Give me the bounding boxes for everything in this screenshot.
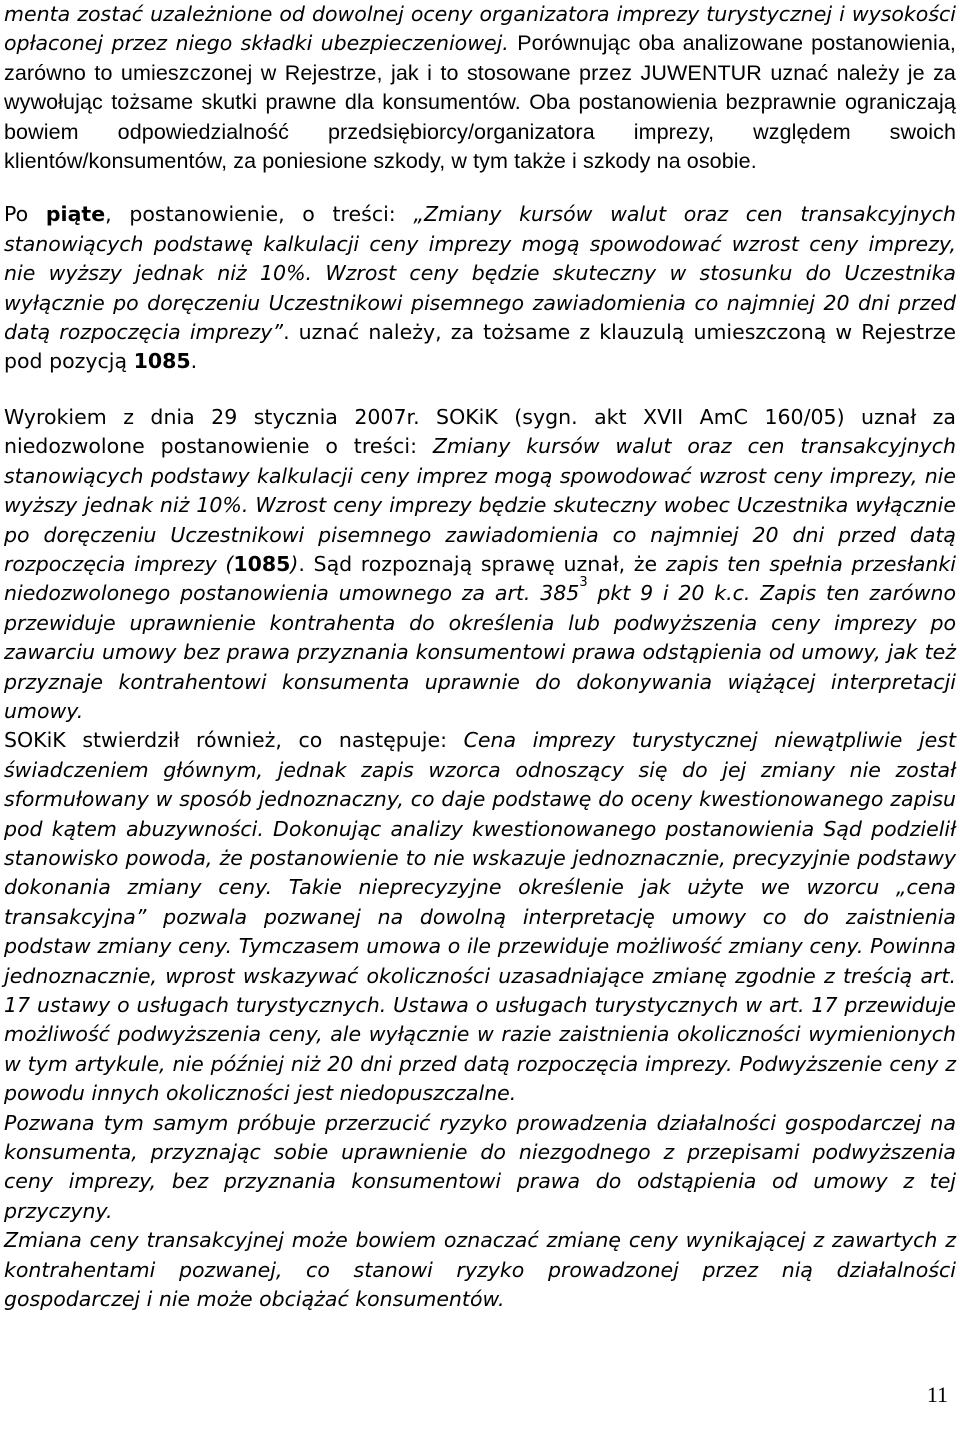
p3-e: . Sąd rozpoznają sprawę uznał, że: [298, 551, 666, 576]
paragraph-1-italic-lead: menta zostać uzależnione od dowolnej oceny organizatora imprezy turystycznej i wysokości opłaconej przez niego składki ubezpieczeniowej.: [4, 2, 956, 56]
p3-register-position: 1085: [233, 551, 291, 576]
paragraph-3: [4, 403, 956, 726]
p3-superscript: 3: [579, 575, 588, 591]
p2-register-position: 1085: [133, 349, 191, 374]
p2-quoted-clause: „Zmiany kursów walut oraz cen transakcyjnych stanowiących podstawę kalkulacji ceny imprezy mogą spowodować wzrost ceny imprezy, nie wyższy jednak niż 10%. Wzrost ceny będzie skuteczny w stosunku do Uczestnika wyłącznie po doręczeniu Uczestnikowi pisemnego zawiadomienia co najmniej 20 dni przed datą rozpoczęcia imprezy”: [4, 202, 956, 345]
p3-f: zapis ten spełnia przesłanki niedozwolonego postanowienia umownego za art. 385: [4, 551, 956, 606]
paragraph-2: [4, 200, 956, 376]
p3-quoted-clause: Zmiany kursów walut oraz cen transakcyjnych stanowiących podstawy kalkulacji ceny imprez mogą spowodować wzrost ceny imprezy, nie wyższy jednak niż 10%. Wzrost ceny imprezy będzie skuteczny wobec Uczestnika wyłącznie po doręczeniu Uczestnikowi pisemnego zawiadomienia co najmniej 20 dni przed datą rozpoczęcia imprezy (: [4, 434, 956, 576]
p3-a: Wyrokiem z dnia 29 stycznia 2007r. SOKiK (sygn. akt XVII AmC 160/05) uznał za niedozwolone postanowienie o treści:: [4, 404, 956, 459]
paragraph-1: [4, 0, 956, 176]
p2-a: Po: [4, 202, 46, 227]
p2-e: . uznać należy, za tożsame z klauzulą umieszczoną w Rejestrze pod pozycją: [4, 320, 957, 374]
p3-g: pkt 9 i 20 k.c. Zapis ten zarówno przewiduje uprawnienie kontrahenta do określenia lub podwyższenia ceny imprezy po zawarciu umowy bez prawa przyznania konsumentowi prawa odstąpienia od umowy, jak też przyznaje kontrahentowi konsumenta uprawnie do dokonywania wiążącej interpretacji umowy.: [4, 581, 956, 723]
p2-c: , postanowienie, o treści:: [105, 202, 414, 227]
paragraph-5: [4, 1109, 956, 1227]
p6-text: Zmiana ceny transakcyjnej może bowiem oznaczać zmianę ceny wynikającej z zawartych z kontrahentami pozwanej, co stanowi ryzyko prowadzonej przez nią działalności gospodarczej i nie może obciążać konsumentów.: [4, 1228, 956, 1312]
page-number: 11: [926, 1382, 948, 1407]
p2-bold-ordinal: piąte: [45, 202, 106, 227]
paragraph-1-text: Porównując oba analizowane postanowienia, zarówno to umieszczonej w Rejestrze, jak i to stosowane przez JUWENTUR uznać należy je za wywołując tożsame skutki prawne dla konsumentów. Oba postanowienia bezprawnie ograniczają bowiem odpowiedzialność przedsiębiorcy/organizatora imprezy, względem swoich klientów/konsumentów, za poniesione szkody, w tym także i szkody na osobie.: [4, 31, 956, 174]
p2-g: .: [190, 349, 198, 374]
paragraph-6: [4, 1226, 956, 1314]
p5-text: Pozwana tym samym próbuje przerzucić ryzyko prowadzenia działalności gospodarczej na konsumenta, przyznając sobie uprawnienie do niezgodnego z przepisami podwyższenia ceny imprezy, bez przyznania konsumentowi prawa do odstąpienia od umowy z tej przyczyny.: [4, 1110, 956, 1223]
p4-quote: Cena imprezy turystycznej niewątpliwie jest świadczeniem głównym, jednak zapis wzorca odnoszący się do jej zmiany nie został sformułowany w sposób jednoznaczny, co daje podstawę do oceny kwestionowanego zapisu pod kątem abuzywności. Dokonując analizy kwestionowanego postanowienia Sąd podzielił stanowisko powoda, że postanowienie to nie wskazuje jednoznacznie, precyzyjnie podstawy dokonania zmiany ceny. Takie nieprecyzyjne określenie jak użyte we wzorcu „cena transakcyjna” pozwala pozwanej na dowolną interpretację umowy co do zaistnienia podstaw zmiany ceny. Tymczasem umowa o ile przewiduje możliwość zmiany ceny. Powinna jednoznacznie, wprost wskazywać okoliczności uzasadniające zmianę zgodnie z treścią art. 17 ustawy o usługach turystycznych. Ustawa o usługach turystycznych w art. 17 przewiduje możliwość podwyższenia ceny, ale wyłącznie w razie zaistnienia okoliczności wymienionych w tym artykule, nie później niż 20 dni przed datą rozpoczęcia imprezy. Podwyższenie ceny z powodu innych okoliczności jest niedopuszczalne.: [4, 728, 956, 1106]
p4-a: SOKiK stwierdził również, co następuje:: [4, 728, 464, 753]
p3-close-paren: ): [290, 551, 299, 576]
paragraph-4: [4, 726, 956, 1108]
document-page: [4, 0, 956, 1314]
